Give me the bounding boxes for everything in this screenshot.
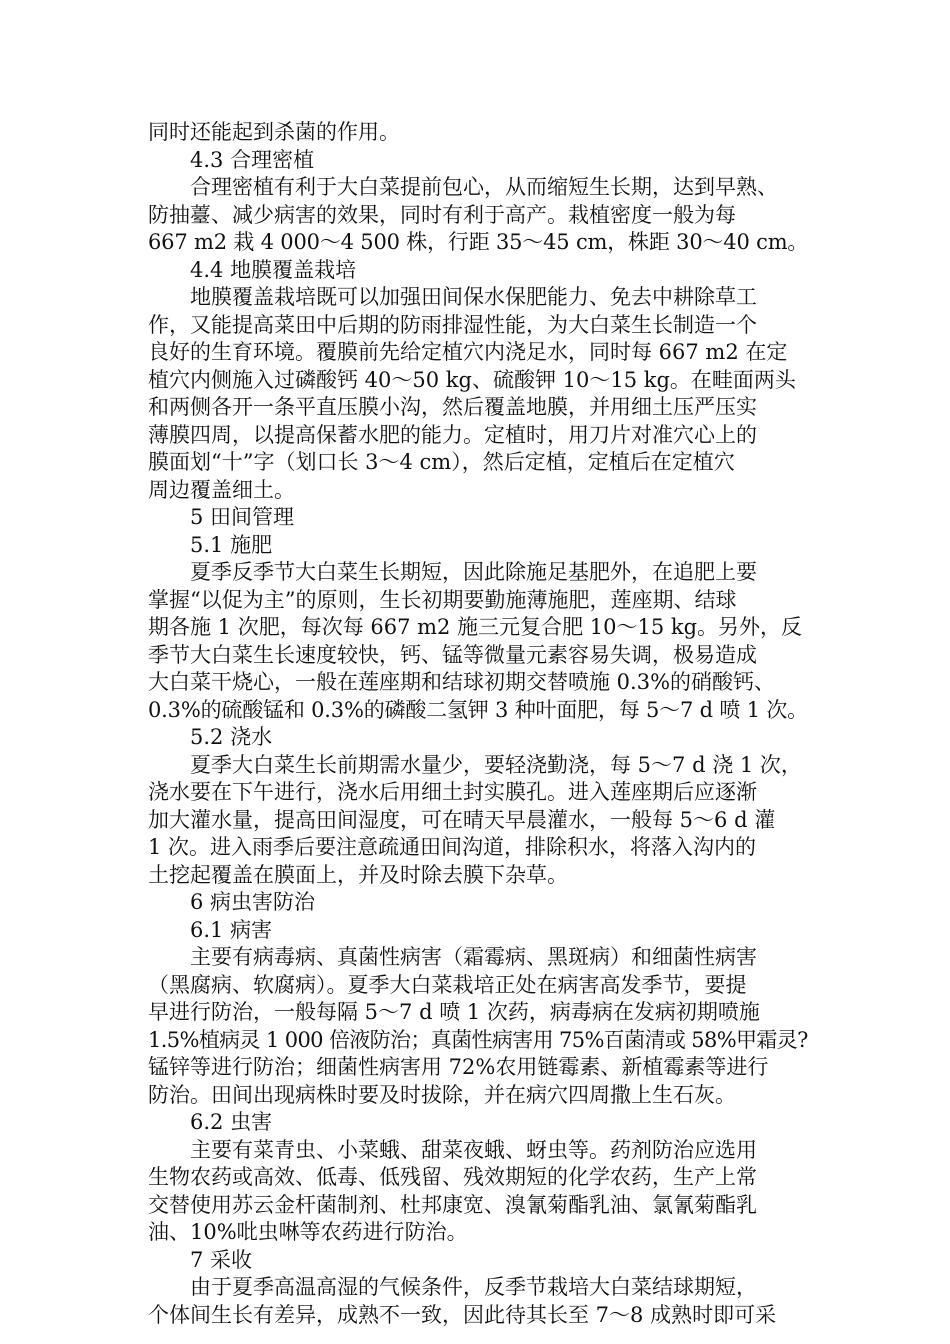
text-line: 5.2 浇水 xyxy=(190,725,273,749)
text-line: 加大灌水量，提高田间湿度，可在晴天早晨灌水，一般每 5～6 d 灌 xyxy=(148,807,776,832)
text-line: 主要有病毒病、真菌性病害（霜霉病、黑斑病）和细菌性病害 xyxy=(190,945,757,969)
text-line: 作，又能提高菜田中后期的防雨排湿性能，为大白菜生长制造一个 xyxy=(148,312,757,337)
text-line: 锰锌等进行防治；细菌性病害用 72%农用链霉素、新植霉素等进行 xyxy=(148,1055,769,1079)
text-line: 夏季反季节大白菜生长期短，因此除施足基肥外，在追肥上要 xyxy=(190,560,757,584)
text-line: 由于夏季高温高湿的气候条件，反季节栽培大白菜结球期短， xyxy=(190,1275,757,1299)
text-line: 薄膜四周，以提高保蓄水肥的能力。定植时，用刀片对准穴心上的 xyxy=(148,422,757,447)
text-line: 和两侧各开一条平直压膜小沟，然后覆盖地膜，并用细土压严压实 xyxy=(148,395,757,419)
text-line: 期各施 1 次肥，每次每 667 m2 施三元复合肥 10～15 kg。另外，反 xyxy=(148,615,803,639)
text-line: 1.5%植病灵 1 000 倍液防治；真菌性病害用 75%百菌清或 58%甲霜灵? xyxy=(148,1027,808,1052)
text-line: 周边覆盖细土。 xyxy=(148,477,295,502)
text-line: 防抽薹、减少病害的效果，同时有利于高产。栽植密度一般为每 xyxy=(148,202,736,227)
text-line: 生物农药或高效、低毒、低残留、残效期短的化学农药，生产上常 xyxy=(148,1165,757,1189)
text-line: 良好的生育环境。覆膜前先给定植穴内浇足水，同时每 667 m2 在定 xyxy=(148,340,788,364)
document-body xyxy=(148,119,808,1329)
text-line: 1 次。进入雨季后要注意疏通田间沟道，排除积水，将落入沟内的 xyxy=(148,835,757,859)
text-line: 7 采收 xyxy=(190,1247,253,1272)
text-line: 6 病虫害防治 xyxy=(190,890,316,914)
text-line: 植穴内侧施入过磷酸钙 40～50 kg、硫酸钾 10～15 kg。在畦面两头 xyxy=(148,367,796,392)
text-line: 5 田间管理 xyxy=(190,505,295,529)
text-line: 6.2 虫害 xyxy=(190,1110,273,1134)
text-line: （黑腐病、软腐病）。夏季大白菜栽培正处在病害高发季节，要提 xyxy=(148,972,747,997)
text-line: 667 m2 栽 4 000～4 500 株，行距 35～45 cm，株距 30～40 cm。 xyxy=(148,230,809,254)
text-line: 大白菜干烧心，一般在莲座期和结球初期交替喷施 0.3%的硝酸钙、 xyxy=(148,670,776,694)
text-line: 4.3 合理密植 xyxy=(190,147,315,172)
text-line: 5.1 施肥 xyxy=(190,532,273,557)
text-line: 浇水要在下午进行，浇水后用细土封实膜孔。进入莲座期后应逐渐 xyxy=(148,780,757,804)
text-line: 主要有菜青虫、小菜蛾、甜菜夜蛾、蚜虫等。药剂防治应选用 xyxy=(190,1137,757,1162)
text-line: 膜面划“十”字（划口长 3～4 cm），然后定植，定植后在定植穴 xyxy=(148,450,735,474)
text-line: 掌握“以促为主”的原则，生长初期要勤施薄施肥，莲座期、结球 xyxy=(148,587,737,612)
text-line: 防治。田间出现病株时要及时拔除，并在病穴四周撒上生石灰。 xyxy=(148,1082,736,1107)
text-line: 地膜覆盖栽培既可以加强田间保水保肥能力、免去中耕除草工 xyxy=(190,285,757,309)
text-line: 个体间生长有差异，成熟不一致，因此待其长至 7～8 成熟时即可采 xyxy=(148,1302,777,1327)
text-line: 早进行防治，一般每隔 5～7 d 喷 1 次药，病毒病在发病初期喷施 xyxy=(148,1000,760,1024)
text-line: 交替使用苏云金杆菌制剂、杜邦康宽、溴氰菊酯乳油、氯氰菊酯乳 xyxy=(148,1192,757,1217)
text-line: 0.3%的硫酸锰和 0.3%的磷酸二氢钾 3 种叶面肥，每 5～7 d 喷 1 次。 xyxy=(148,697,808,722)
text-line: 油、10%吡虫啉等农药进行防治。 xyxy=(148,1220,468,1244)
text-line: 6.1 病害 xyxy=(190,917,273,942)
text-line: 季节大白菜生长速度较快，钙、锰等微量元素容易失调，极易造成 xyxy=(148,642,757,667)
text-line: 合理密植有利于大白菜提前包心，从而缩短生长期，达到早熟、 xyxy=(190,175,778,199)
text-line: 4.4 地膜覆盖栽培 xyxy=(190,257,357,282)
text-line: 夏季大白菜生长前期需水量少，要轻浇勤浇，每 5～7 d 浇 1 次， xyxy=(190,752,802,777)
text-line: 土挖起覆盖在膜面上，并及时除去膜下杂草。 xyxy=(148,862,568,887)
text-line: 同时还能起到杀菌的作用。 xyxy=(148,120,400,144)
